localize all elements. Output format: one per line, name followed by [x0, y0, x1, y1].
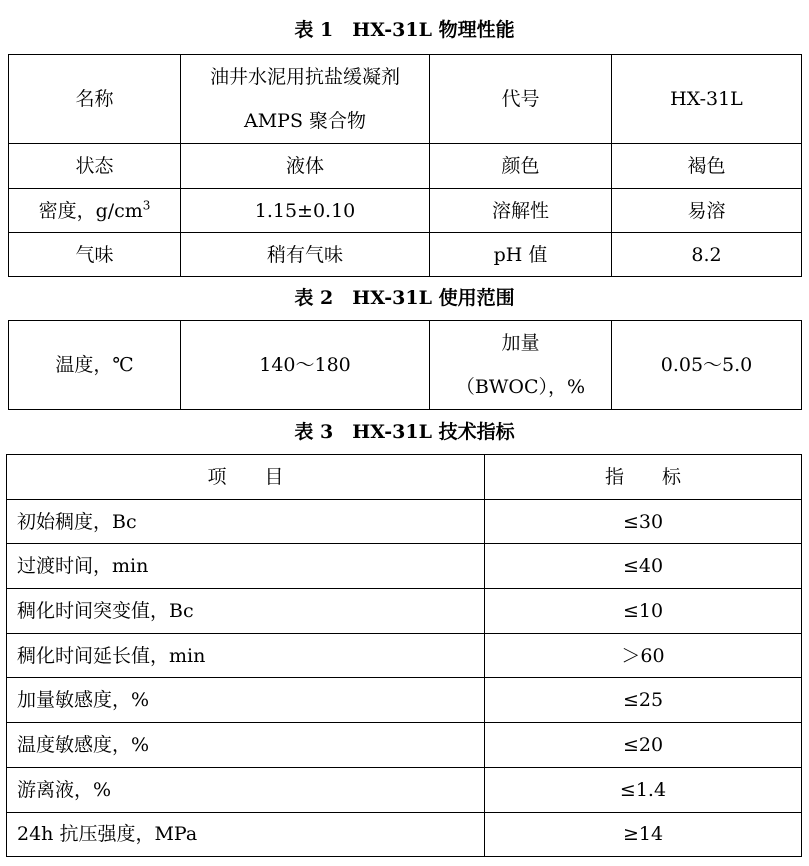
item-header: 项 目: [7, 455, 485, 500]
state-value: 液体: [181, 144, 430, 189]
table2-caption: 表 2 HX-31L 使用范围: [294, 287, 515, 309]
table-row: [9, 144, 802, 189]
solubility-label: 溶解性: [430, 189, 612, 233]
table-row: [7, 678, 802, 723]
spec-cell: ≤10: [485, 589, 802, 634]
density-label: [9, 189, 181, 233]
spec-cell: ≤30: [485, 499, 802, 544]
table-header-row: [7, 455, 802, 500]
table-row: [7, 499, 802, 544]
table-row: [7, 544, 802, 589]
spec-cell: ≤40: [485, 544, 802, 589]
color-label: 颜色: [430, 144, 612, 189]
item-cell: 过渡时间，min: [7, 544, 485, 589]
table-row: [9, 321, 802, 410]
density-label-sup: 3: [142, 198, 151, 213]
name-value: [181, 55, 430, 144]
table3-caption: 表 3 HX-31L 技术指标: [294, 421, 515, 443]
table-row: [7, 589, 802, 634]
table-row: [7, 812, 802, 857]
table-row: [7, 767, 802, 812]
temperature-label: 温度，℃: [9, 321, 181, 410]
usage-range-table: [8, 320, 802, 410]
item-cell: 稠化时间延长值，min: [7, 633, 485, 678]
name-label: 名称: [9, 55, 181, 144]
item-cell: 24h 抗压强度，MPa: [7, 812, 485, 857]
temperature-value: 140～180: [181, 321, 430, 410]
dosage-value: 0.05～5.0: [612, 321, 802, 410]
odor-value: 稍有气味: [181, 233, 430, 277]
item-cell: 游离液，%: [7, 767, 485, 812]
spec-cell: ≤20: [485, 723, 802, 768]
table-row: [7, 633, 802, 678]
technical-specs-table: [6, 454, 802, 857]
color-value: 褐色: [612, 144, 802, 189]
physical-properties-table: [8, 54, 802, 277]
ph-label: pH 值: [430, 233, 612, 277]
table-row: [9, 55, 802, 144]
density-value: 1.15±0.10: [181, 189, 430, 233]
state-label: 状态: [9, 144, 181, 189]
table-row: [9, 233, 802, 277]
table-row: [7, 723, 802, 768]
item-cell: 稠化时间突变值，Bc: [7, 589, 485, 634]
spec-cell: ≤25: [485, 678, 802, 723]
spec-cell: ＞60: [485, 633, 802, 678]
dosage-label-line1: 加量: [501, 332, 540, 354]
dosage-label: [430, 321, 612, 410]
spec-cell: ≤1.4: [485, 767, 802, 812]
ph-value: 8.2: [612, 233, 802, 277]
code-label: 代号: [430, 55, 612, 144]
table-row: [9, 189, 802, 233]
item-cell: 初始稠度，Bc: [7, 499, 485, 544]
name-value-line1: 油井水泥用抗盐缓凝剂: [209, 66, 400, 88]
spec-header: 指 标: [485, 455, 802, 500]
item-cell: 加量敏感度，%: [7, 678, 485, 723]
table1-caption: 表 1 HX-31L 物理性能: [294, 19, 515, 41]
odor-label: 气味: [9, 233, 181, 277]
spec-cell: ≥14: [485, 812, 802, 857]
solubility-value: 易溶: [612, 189, 802, 233]
name-value-line2: AMPS 聚合物: [243, 110, 367, 132]
dosage-label-line2: （BWOC），%: [455, 376, 586, 398]
item-cell: 温度敏感度，%: [7, 723, 485, 768]
density-label-main: 密度，g/cm: [38, 199, 143, 222]
code-value: HX-31L: [612, 55, 802, 144]
